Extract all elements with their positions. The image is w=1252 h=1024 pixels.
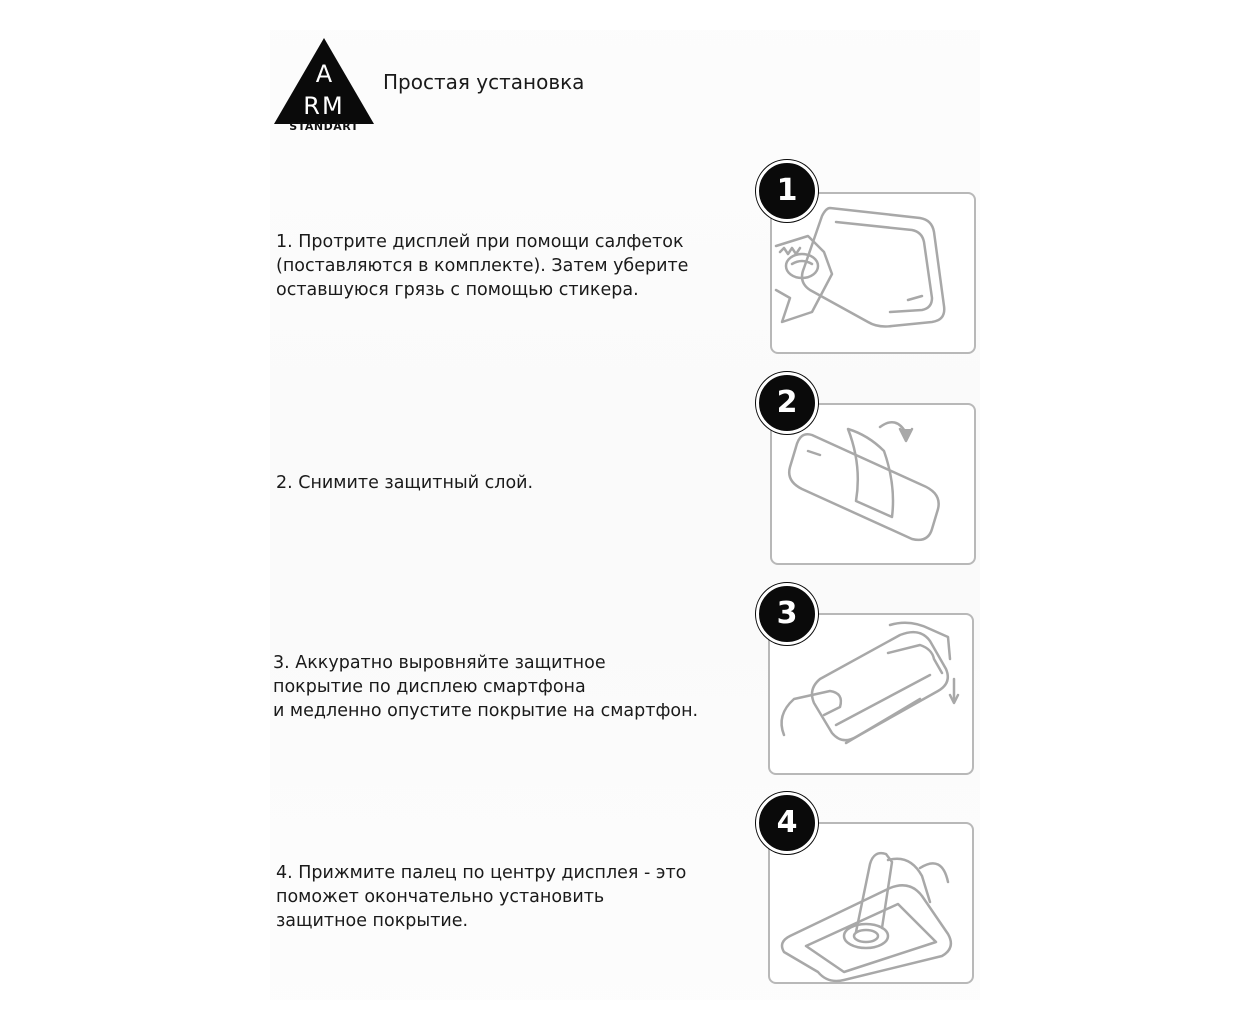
step-3-text — [273, 651, 698, 723]
step-1-line-3: оставшуюся грязь с помощью стикера. — [276, 280, 639, 300]
step-4-line-3: защитное покрытие. — [276, 911, 469, 931]
step-1-badge: 1 — [756, 160, 818, 222]
step-1-line-2: (поставляются в комплекте). Затем уберите — [276, 256, 689, 276]
step-3-line-2: покрытие по дисплею смартфона — [273, 677, 586, 697]
step-1-line-1: 1. Протрите дисплей при помощи салфеток — [276, 232, 684, 252]
step-3-line-3: и медленно опустите покрытие на смартфон. — [273, 701, 699, 721]
step-3-badge: 3 — [756, 583, 818, 645]
step-4-text — [276, 861, 686, 933]
svg-text:A: A — [315, 60, 333, 88]
step-2-line-1: 2. Снимите защитный слой. — [276, 473, 534, 493]
wipe-screen-icon — [772, 194, 978, 356]
step-2-text — [276, 471, 533, 495]
svg-text:RM: RM — [303, 92, 345, 120]
page-title: Простая установка — [383, 70, 585, 94]
step-4-badge: 4 — [756, 792, 818, 854]
step-4-line-1: 4. Прижмите палец по центру дисплея - это — [276, 863, 687, 883]
logo-caption: STANDART — [289, 120, 359, 133]
step-1-text — [276, 230, 688, 302]
step-4-line-2: поможет окончательно установить — [276, 887, 605, 907]
step-3-line-1: 3. Аккуратно выровняйте защитное — [273, 653, 606, 673]
step-2-badge: 2 — [756, 372, 818, 434]
